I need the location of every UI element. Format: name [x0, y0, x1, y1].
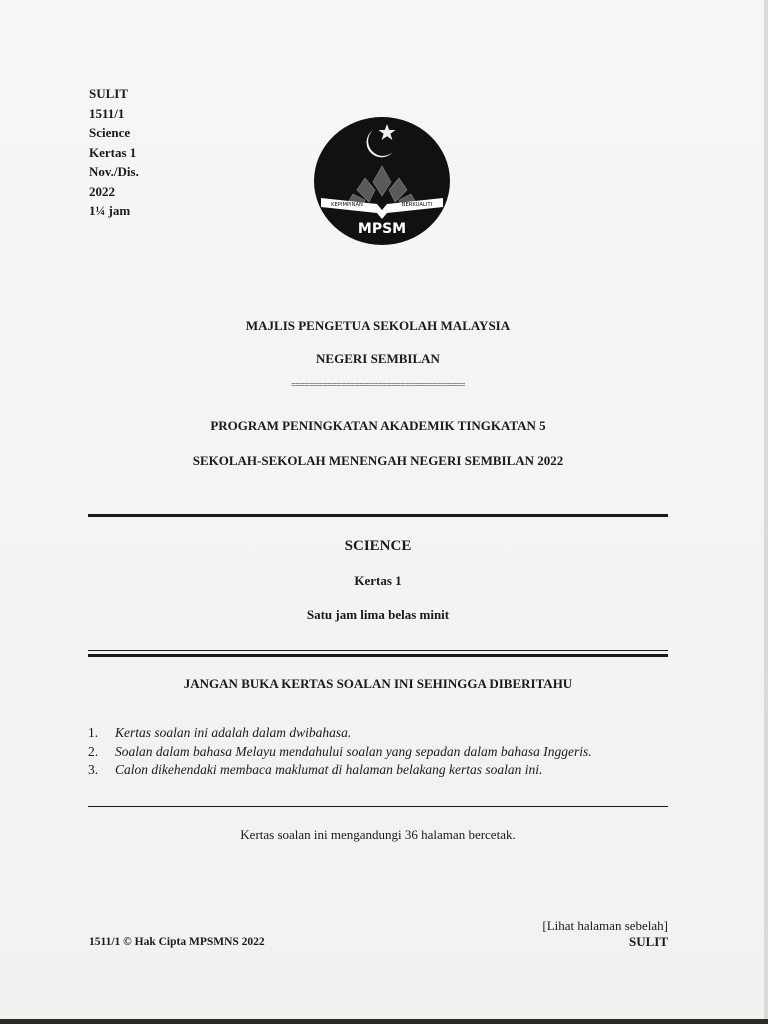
instruction-text: Soalan dalam bahasa Melayu mendahului soalan yang sepadan dalam bahasa Inggeris. — [115, 743, 592, 759]
instructions-list — [88, 724, 678, 780]
logo-name: MPSM — [357, 221, 407, 237]
instruction-number: 3. — [88, 762, 99, 777]
subject-label: Science — [89, 125, 131, 140]
exam-subject: SCIENCE — [344, 538, 412, 554]
exam-paper: Kertas 1 — [354, 573, 402, 588]
paper-edge-bottom — [0, 1019, 768, 1024]
divider-top — [88, 514, 668, 517]
list-item — [88, 724, 678, 743]
instruction-number: 1. — [88, 725, 99, 740]
logo-left-text: KEPIMPINAN — [331, 202, 363, 208]
logo-right-text: BERKUALITI — [401, 202, 433, 208]
divider-bottom — [88, 806, 668, 807]
footer-classification: SULIT — [628, 934, 668, 949]
title-separator: ====================================== — [291, 380, 465, 390]
schools-title: SEKOLAH-SEKOLAH MENENGAH NEGERI SEMBILAN 2022 — [192, 453, 564, 468]
list-item — [88, 761, 678, 780]
program-title: PROGRAM PENINGKATAN AKADEMIK TINGKATAN 5 — [210, 418, 546, 433]
instruction-text: Kertas soalan ini adalah dalam dwibahasa. — [115, 725, 352, 740]
instruction-text: Calon dikehendaki membaca maklumat di halaman belakang kertas soalan ini. — [115, 762, 543, 777]
paper-label: Kertas 1 — [89, 144, 137, 160]
classification-label: SULIT — [89, 86, 129, 101]
duration-label: 1¼ jam — [89, 203, 131, 218]
next-page-note: [Lihat halaman sebelah] — [542, 918, 668, 933]
list-item — [88, 743, 678, 762]
paper-edge-right — [764, 0, 768, 1024]
divider-middle-thin — [88, 650, 668, 651]
council-name: MAJLIS PENGETUA SEKOLAH MALAYSIA — [245, 318, 511, 333]
copyright-notice: 1511/1 © Hak Cipta MPSMNS 2022 — [89, 936, 265, 948]
warning-notice: JANGAN BUKA KERTAS SOALAN INI SEHINGGA DIBERITAHU — [183, 676, 573, 691]
mpsm-logo — [313, 116, 451, 246]
instruction-number: 2. — [88, 743, 99, 759]
state-name: NEGERI SEMBILAN — [316, 351, 440, 366]
page-count-note: Kertas soalan ini mengandungi 36 halaman bercetak. — [240, 827, 516, 842]
paper-details — [89, 84, 139, 221]
session-label: Nov./Dis. — [89, 164, 139, 179]
exam-duration: Satu jam lima belas minit — [306, 607, 450, 622]
paper-code: 1511/1 — [89, 105, 125, 121]
divider-middle — [88, 654, 668, 657]
year-label: 2022 — [89, 183, 115, 199]
